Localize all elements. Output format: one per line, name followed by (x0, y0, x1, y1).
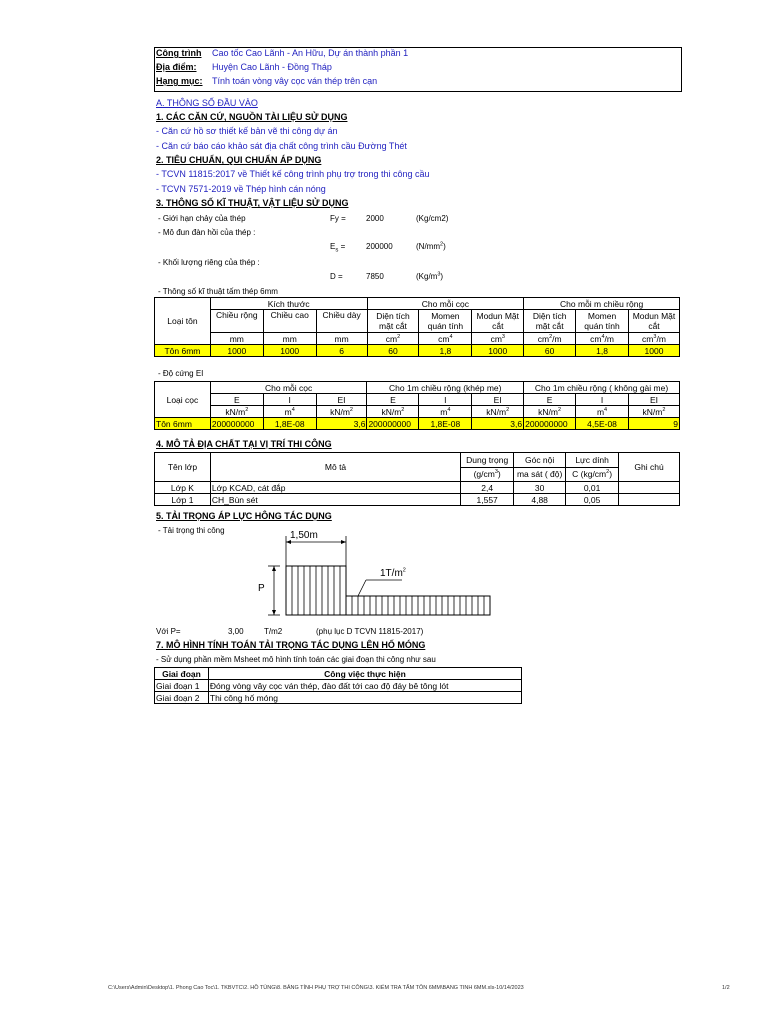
note-header: Ghi chú (619, 453, 680, 482)
item-value: Tính toán vòng vây cọc ván thép trên cạn (212, 76, 378, 86)
section-7-line-1: - Sử dụng phần mềm Msheet mô hình tính toán các giai đoạn thi công như sau (156, 655, 436, 664)
table-row: Tôn 6mm 200000000 1,8E-08 3,6 200000000 1,8E-08 3,6 200000000 4,5E-08 9 (156, 418, 678, 429)
col-ei-2: EI (472, 394, 524, 406)
table-row: Giai đoạn 2 Thi công hố móng (155, 692, 522, 704)
table-row: Giai đoạn 1 Đóng vòng vây cọc ván thép, đào đất tới cao độ đáy bê tông lót (155, 680, 522, 692)
unit-area-m: $cm^2/m$ (524, 333, 576, 345)
group-interlocked: Cho 1m chiều rộng (khép me) (367, 382, 524, 394)
unit-i: $m^4$ (263, 406, 316, 418)
location-value: Huyện Cao Lãnh - Đồng Tháp (212, 62, 332, 72)
load-label: $1T/m^2$ (380, 567, 406, 579)
col-modulus: Modun Mặt cắt (472, 310, 524, 333)
table-row: Lớp K Lớp KCAD, cát đắp 2,4 30 0,01 (155, 482, 680, 494)
col-ei: EI (316, 394, 367, 406)
unit-weight-header: Dung trọng (461, 453, 514, 468)
unit-thickness: mm (316, 333, 367, 345)
item-label: Hạng mục: (156, 76, 203, 86)
pile-type-header: Loại cọc (155, 382, 211, 418)
d-unit: $(Kg/m^3)$ (416, 271, 444, 281)
p-label: P (258, 583, 265, 594)
col-type-header: Loại tôn (155, 298, 211, 345)
project-label: Công trình (156, 48, 202, 58)
unit-e-2: $kN/m^2$ (367, 406, 419, 418)
fy-value: 2000 (366, 214, 384, 223)
unit-modulus-m: $cm^3/m$ (628, 333, 679, 345)
group-per-pile: Cho mỗi cọc (210, 382, 367, 394)
friction-unit: ma sát ( độ) (514, 467, 566, 482)
col-width: Chiều rộng (210, 310, 263, 333)
stage-table (154, 667, 522, 704)
stiffness-table (154, 381, 680, 430)
col-ei-3: EI (629, 394, 680, 406)
p-unit: T/m2 (264, 627, 283, 636)
unit-width: mm (210, 333, 263, 345)
section-2-line-1: - TCVN 11815:2017 về Thiết kế công trình phụ trợ trong thi công cầu (156, 169, 430, 179)
unit-e-3: $kN/m^2$ (524, 406, 576, 418)
stage-header: Giai đoạn (155, 668, 209, 680)
dimension-label: 1,50m (290, 530, 318, 541)
work-header: Công việc thực hiện (208, 668, 521, 680)
col-thickness: Chiều dày (316, 310, 367, 333)
p-value: 3,00 (228, 627, 244, 636)
desc-header: Mô tả (210, 453, 460, 482)
unit-height: mm (263, 333, 316, 345)
geology-table (154, 452, 680, 506)
page-number: 1/2 (722, 985, 730, 991)
unit-ei-2: $kN/m^2$ (472, 406, 524, 418)
col-per-pile-header: Cho mỗi cọc (367, 298, 524, 310)
col-i: I (263, 394, 316, 406)
col-i-2: I (419, 394, 472, 406)
unit-weight-unit: $(g/cm^3)$ (461, 467, 514, 482)
col-area: Diện tích mặt cắt (367, 310, 419, 333)
col-per-m-header: Cho mỗi m chiều rộng (524, 298, 680, 310)
construction-load-label: - Tải trọng thi công (158, 526, 225, 535)
fy-symbol: Fy = (330, 214, 346, 223)
section-4-title: 4. MÔ TẢ ĐỊA CHẤT TẠI VỊ TRÍ THI CÔNG (156, 439, 332, 449)
load-diagram (250, 528, 500, 620)
location-label: Địa điểm: (156, 62, 197, 72)
d-symbol: D = (330, 272, 343, 281)
section-2-line-2: - TCVN 7571-2019 về Thép hình cán nóng (156, 184, 326, 194)
col-dim-header: Kích thước (210, 298, 367, 310)
sheet-label: - Thông số kĩ thuật tấm thép 6mm (158, 287, 278, 296)
e-unit: $(N/mm^2)$ (416, 241, 446, 251)
e-symbol: $E_s$ = (330, 242, 346, 254)
fy-label: - Giới hạn chảy của thép (158, 214, 246, 223)
section-7-title: 7. MÔ HÌNH TÍNH TOÁN TẢI TRỌNG TÁC DỤNG LÊN HỐ MÓNG (156, 640, 426, 650)
stiffness-label: - Độ cứng EI (158, 369, 204, 378)
section-a-title: A. THÔNG SỐ ĐẦU VÀO (156, 98, 258, 108)
cohesion-unit: C $(kg/cm^2)$ (566, 467, 619, 482)
p-reference: (phụ lục D TCVN 11815-2017) (316, 627, 424, 636)
section-5-title: 5. TẢI TRỌNG ÁP LỰC HÔNG TÁC DỤNG (156, 511, 332, 521)
table-row: Lớp 1 CH_Bùn sét 1,557 4,88 0,05 (155, 494, 680, 506)
friction-header: Góc nội (514, 453, 566, 468)
section-1-line-2: - Căn cứ báo cáo khảo sát địa chất công trình cầu Đường Thét (156, 141, 407, 151)
col-moment: Momen quán tính (419, 310, 472, 333)
layer-header: Tên lớp (155, 453, 211, 482)
unit-i-2: $m^4$ (419, 406, 472, 418)
unit-ei-3: $kN/m^2$ (629, 406, 680, 418)
d-label: - Khối lượng riêng của thép : (158, 258, 260, 267)
with-p-label: Với P= (156, 627, 181, 636)
d-value: 7850 (366, 272, 384, 281)
section-2-title: 2. TIÊU CHUẨN, QUI CHUẨN ÁP DỤNG (156, 155, 322, 165)
col-e: E (210, 394, 263, 406)
col-modulus-m: Modun Mặt cắt (628, 310, 679, 333)
unit-ei: $kN/m^2$ (316, 406, 367, 418)
file-path-footer: C:\Users\Admin\Desktop\1. Phong Cao Toc\1. TKBVTC\2. HỒ TÙNG\8. BẢNG TÍNH PHỤ TRỢ THI CÔNG\3. KIỂM TRA TẤM TÔN 6MM\BANG TINH 6MM.xls-10/14/2023 (108, 985, 524, 991)
col-moment-m: Momen quán tính (576, 310, 629, 333)
unit-e: $kN/m^2$ (210, 406, 263, 418)
col-e-3: E (524, 394, 576, 406)
project-value: Cao tốc Cao Lãnh - An Hữu, Dự án thành phần 1 (212, 48, 409, 58)
group-not-interlocked: Cho 1m chiều rộng ( không gài me) (524, 382, 680, 394)
unit-i-3: $m^4$ (576, 406, 629, 418)
col-area-m: Diện tích mặt cắt (524, 310, 576, 333)
section-3-title: 3. THÔNG SỐ KĨ THUẬT, VẬT LIỆU SỬ DỤNG (156, 198, 349, 208)
col-height: Chiều cao (263, 310, 316, 333)
unit-moment: $cm^4$ (419, 333, 472, 345)
sheet-spec-table (154, 297, 680, 357)
col-i-3: I (576, 394, 629, 406)
unit-area: $cm^2$ (367, 333, 419, 345)
table-row: Tôn 6mm 1000 1000 6 60 1,8 1000 60 1,8 1000 (155, 345, 680, 357)
fy-unit: (Kg/cm2) (416, 214, 449, 223)
section-1-title: 1. CÁC CĂN CỨ, NGUỒN TÀI LIỆU SỬ DỤNG (156, 112, 348, 122)
col-e-2: E (367, 394, 419, 406)
e-label: - Mô đun đàn hồi của thép : (158, 228, 256, 237)
unit-modulus: $cm^3$ (472, 333, 524, 345)
cohesion-header: Lực dính (566, 453, 619, 468)
section-1-line-1: - Căn cứ hồ sơ thiết kế bản vẽ thi công dự án (156, 126, 338, 136)
e-value: 200000 (366, 242, 393, 251)
unit-moment-m: $cm^4/m$ (576, 333, 629, 345)
